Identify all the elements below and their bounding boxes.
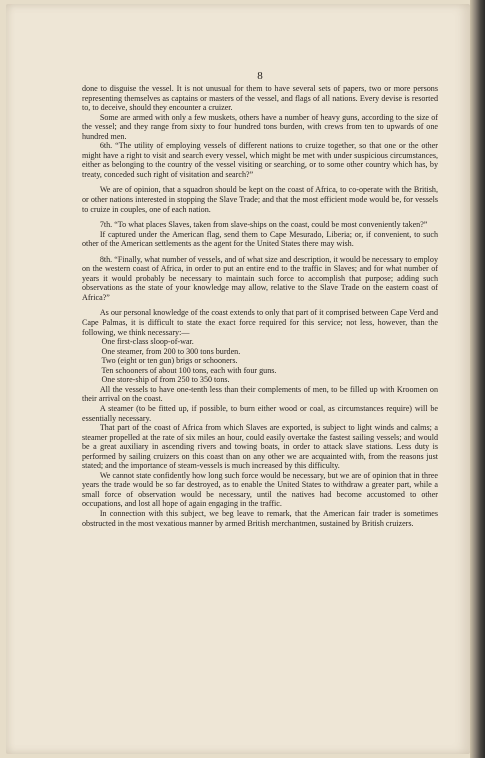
list-item: Two (eight or ten gun) brigs or schooners. — [101, 356, 238, 366]
paragraph: A steamer (to be fitted up, if possible, to burn either wood or coal, as circumstances require) will be essentially necessary. — [82, 403, 438, 423]
force-list — [82, 337, 438, 385]
question-paragraph: 6th. “The utility of employing vessels of different nations to cruize together, so that one or the other might have a right to visit and search every vessel, which might be met with under suspicious circumstances, either as belonging to the country of the vessel visiting or searching, or to some other country which has, by treaty, conceded such right of visitation and search?” — [82, 141, 438, 179]
paragraph: All the vessels to have one-tenth less than their complements of men, to be filled up with Kroomen on their arrival on the coast. — [82, 384, 438, 404]
page-number: 8 — [257, 70, 263, 82]
question-paragraph: 8th. “Finally, what number of vessels, and of what size and description, it would be necessary to employ on the western coast of Africa, in order to put an entire end to the traffic in Slaves; and for what number of years it would probably be necessary to maintain such force to accomplish that purpose; adding such observations as the state of your knowledge may allow, relative to the Slave Trade on the eastern coast of Africa?” — [82, 254, 438, 302]
paragraph: We cannot state confidently how long such force would be necessary, but we are of opinion that in three years the trade would be so far destroyed, as to enable the United States to withdraw a greater part, while a small force of observation would be necessary, until the natives had become accustomed to other occupations, and lost all hope of again engaging in the traffic. — [82, 470, 438, 509]
paragraph: done to disguise the vessel. It is not unusual for them to have several sets of papers, two or more persons representing themselves as captains or masters of the vessel, and flags of all nations. Every devise is resorted to, to deceive, should they encounter a cruizer. — [82, 84, 438, 113]
paragraph: That part of the coast of Africa from which Slaves are exported, is subject to light winds and calms; a steamer propelled at the rate of six miles an hour, could easily overtake the fastest sailing vessels; and would be a great auxiliary in ascending rivers and towing boats, in order to attack slave stations. Less duty is performed by sailing cruizers on this coast than on any other we are acquainted with, from the reasons just stated; and the importance of steam-vessels is much increased by this difficulty. — [82, 423, 438, 471]
page-body — [82, 70, 438, 528]
list-item: One first-class sloop-of-war. — [101, 337, 194, 347]
answer-paragraph: We are of opinion, that a squadron should be kept on the coast of Africa, to co-operate with the British, or other nations interested in stopping the Slave Trade; and that the most efficient mode would be, for vessels to cruize in couples, one of each nation. — [82, 185, 438, 214]
answer-paragraph: As our personal knowledge of the coast extends to only that part of it comprised between Cape Verd and Cape Palmas, it is difficult to state the exact force required for this service; not less, however, than the following, we think necessary:— — [82, 308, 438, 337]
binding-edge — [470, 0, 485, 758]
list-item: One store-ship of from 250 to 350 tons. — [101, 375, 230, 385]
answer-paragraph: If captured under the American flag, send them to Cape Mesurado, Liberia; or, if convenient, to such other of the American settlements as the agent for the United States there may wish. — [82, 229, 438, 249]
question-paragraph: 7th. “To what places Slaves, taken from slave-ships on the coast, could be most conveniently taken?” — [99, 220, 428, 230]
list-item: One steamer, from 200 to 300 tons burden. — [101, 346, 241, 356]
paragraph: Some are armed with only a few muskets, others have a number of heavy guns, according to the size of the vessel; and they range from sixty to four hundred tons burden, with crews from ten to upwards of one hundred men. — [82, 112, 438, 141]
paragraph: In connection with this subject, we beg leave to remark, that the American fair trader is sometimes obstructed in the most vexatious manner by armed British merchantmen, sustained by British cruizers. — [82, 508, 438, 528]
list-item: Ten schooners of about 100 tons, each with four guns. — [101, 365, 277, 375]
